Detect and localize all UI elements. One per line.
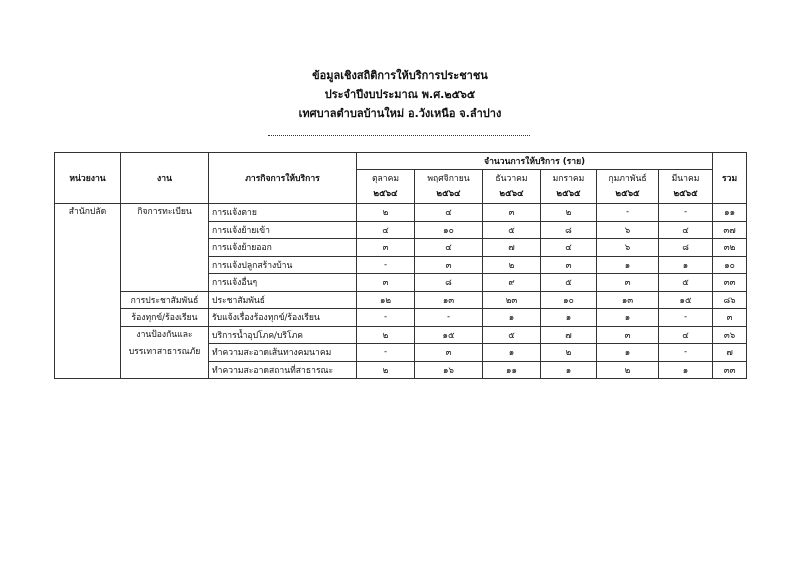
month-header: ธันวาคม ๒๕๖๔ [483,170,541,204]
work-cell-complaints: ร้องทุกข์/ร้องเรียน [121,309,209,327]
value-cell: ๓ [597,274,659,292]
value-cell: ๑๐ [415,221,483,239]
value-cell: ๖ [597,221,659,239]
value-cell: ๑ [483,344,541,362]
work-cell-disaster: งานป้องกันและ บรรเทาสาธารณภัย [121,326,209,379]
header-count-group: จำนวนการให้บริการ (ราย) [357,153,713,170]
service-cell: รับแจ้งเรื่องร้องทุกข์/ร้องเรียน [209,309,357,327]
header-service: ภารกิจการให้บริการ [209,153,357,204]
value-cell: ๑ [659,256,713,274]
value-cell: - [415,309,483,327]
value-cell: ๑ [541,309,597,327]
header-row-1 [55,153,747,170]
title-line-1: ข้อมูลเชิงสถิติการให้บริการประชาชน [312,69,488,82]
value-cell: ๒ [541,204,597,222]
value-cell: ๗ [483,239,541,257]
value-cell: ๑ [597,256,659,274]
value-cell: ๑๑ [483,361,541,379]
value-cell: - [357,344,415,362]
value-cell: ๑๕ [659,291,713,309]
value-cell: ๒ [357,361,415,379]
value-cell: ๕ [483,326,541,344]
value-cell: ๑ [597,344,659,362]
value-cell: - [357,256,415,274]
total-cell: ๑๐ [713,256,747,274]
value-cell: ๓ [357,274,415,292]
month-header: มีนาคม ๒๕๖๕ [659,170,713,204]
value-cell: ๔ [415,204,483,222]
value-cell: ๔ [357,221,415,239]
value-cell: ๑๒ [357,291,415,309]
total-cell: ๓ [713,309,747,327]
unit-cell: สำนักปลัด [55,204,121,379]
service-cell: การแจ้งย้ายเข้า [209,221,357,239]
title-line-3: เทศบาลตำบลบ้านใหม่ อ.วังเหนือ จ.ลำปาง [298,107,502,120]
value-cell: ๖ [597,239,659,257]
title-line-2: ประจำปีงบประมาณ พ.ศ.๒๕๖๕ [324,88,476,101]
value-cell: ๓ [357,239,415,257]
value-cell: ๔ [659,221,713,239]
value-cell: ๒ [357,326,415,344]
table-row [55,309,747,327]
total-cell: ๓๒ [713,239,747,257]
value-cell: - [659,204,713,222]
month-header: ตุลาคม ๒๕๖๔ [357,170,415,204]
value-cell: ๑๐ [541,291,597,309]
service-cell: การแจ้งตาย [209,204,357,222]
value-cell: ๑๓ [597,291,659,309]
value-cell: ๔ [415,239,483,257]
total-cell: ๓๗ [713,221,747,239]
total-cell: ๓๖ [713,326,747,344]
table-row [55,204,747,222]
table-row [55,326,747,344]
service-cell: ประชาสัมพันธ์ [209,291,357,309]
table-row [55,291,747,309]
value-cell: ๒ [541,344,597,362]
value-cell: ๘ [659,239,713,257]
work-cell-pr: การประชาสัมพันธ์ [121,291,209,309]
value-cell: ๑ [659,361,713,379]
service-cell: การแจ้งอื่นๆ [209,274,357,292]
value-cell: ๑๕ [415,326,483,344]
value-cell: ๑ [483,309,541,327]
value-cell: - [659,344,713,362]
work-cell-registration: กิจการทะเบียน [121,204,209,292]
value-cell: ๓ [483,204,541,222]
total-cell: ๑๑ [713,204,747,222]
total-cell: ๗ [713,344,747,362]
value-cell: ๓ [541,256,597,274]
month-header: กุมภาพันธ์ ๒๕๖๕ [597,170,659,204]
value-cell: ๓ [415,256,483,274]
service-cell: ทำความสะอาดสถานที่สาธารณะ [209,361,357,379]
value-cell: ๔ [541,239,597,257]
statistics-table [54,152,747,379]
header-unit: หน่วยงาน [55,153,121,204]
value-cell: ๔ [659,326,713,344]
value-cell: ๒ [357,204,415,222]
value-cell: ๑ [597,309,659,327]
document-title [0,66,800,123]
value-cell: ๗ [541,326,597,344]
value-cell: ๓ [415,344,483,362]
total-cell: ๓๓ [713,361,747,379]
value-cell: ๑๓ [415,291,483,309]
total-cell: ๘๖ [713,291,747,309]
month-header: พฤศจิกายน ๒๕๖๔ [415,170,483,204]
dotted-separator [268,135,530,136]
value-cell: ๑๖ [415,361,483,379]
total-cell: ๓๓ [713,274,747,292]
value-cell: ๙ [483,274,541,292]
value-cell: ๓ [597,326,659,344]
service-cell: การแจ้งปลูกสร้างบ้าน [209,256,357,274]
value-cell: ๕ [541,274,597,292]
value-cell: - [597,204,659,222]
value-cell: - [357,309,415,327]
value-cell: ๒๓ [483,291,541,309]
service-cell: ทำความสะอาดเส้นทางคมนาคม [209,344,357,362]
header-work: งาน [121,153,209,204]
value-cell: ๒ [483,256,541,274]
value-cell: ๒ [597,361,659,379]
value-cell: ๘ [541,221,597,239]
value-cell: ๕ [659,274,713,292]
service-cell: การแจ้งย้ายออก [209,239,357,257]
service-cell: บริการน้ำอุปโภค/บริโภค [209,326,357,344]
value-cell: ๑ [541,361,597,379]
header-total: รวม [713,153,747,204]
month-header: มกราคม ๒๕๖๕ [541,170,597,204]
value-cell: ๕ [483,221,541,239]
value-cell: - [659,309,713,327]
value-cell: ๘ [415,274,483,292]
